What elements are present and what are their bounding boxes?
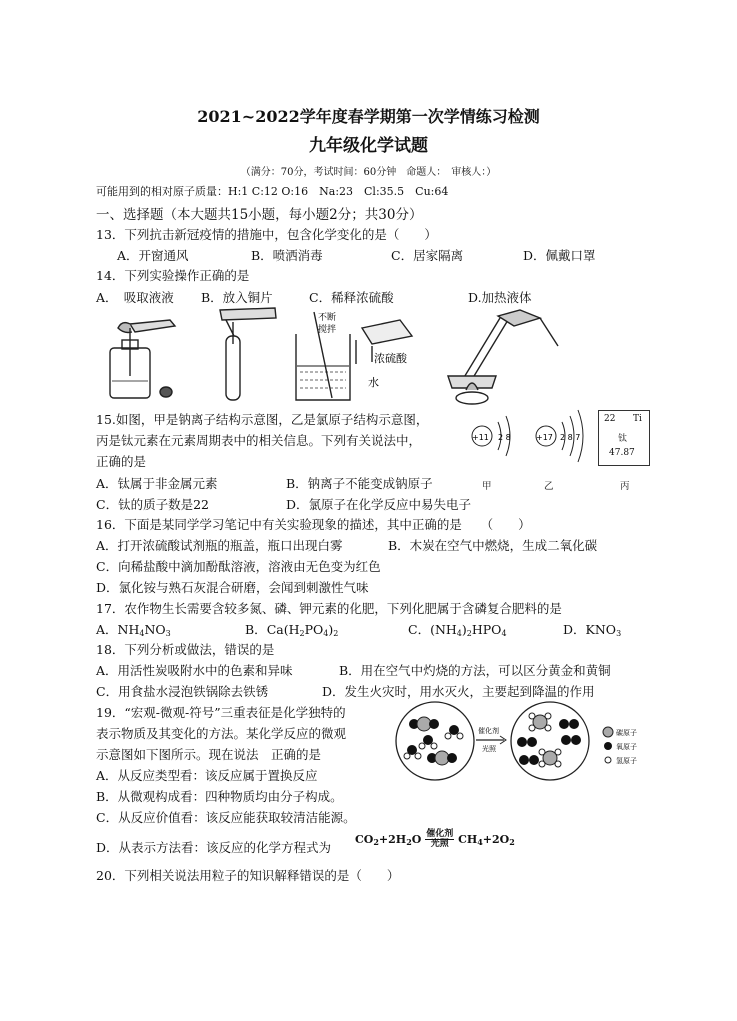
q13-option-b: B．喷洒消毒 [251,248,323,263]
reaction-micro-diagram [392,700,662,784]
q17-a-prefix: A． [96,622,118,637]
exam-meta: （满分：70分，考试时间：60分钟 命题人： 审核人：） [240,167,497,178]
dropper-bottle-figure [110,320,175,398]
q15-stem-line1: 15.如图，甲是钠离子结构示意图，乙是氯原子结构示意图， [96,412,429,427]
legend-oxygen: 氧原子 [616,743,637,751]
q18-option-d: D．发生火灾时，用水灭火，主要起到降温的作用 [322,684,595,699]
q16-option-c: C．向稀盐酸中滴加酚酞溶液，溶液由无色变为红色 [96,559,381,574]
arrow-light: 光照 [482,745,496,753]
q14-option-b: B．放入铜片 [201,290,273,305]
fig-c-label3: 浓硫酸 [374,352,407,365]
fig-c-label2: 搅拌 [318,325,337,335]
arrow-catalyst: 催化剂 [478,727,499,735]
exam-subtitle: 九年级化学试题 [309,136,428,156]
q18-option-b: B．用在空气中灼烧的方法，可以区分黄金和黄铜 [339,663,611,678]
label-bing: 丙 [620,481,630,492]
q14-option-c: C．稀释浓硫酸 [309,290,394,305]
q19-option-b: B．从微观构成看：四种物质均由分子构成。 [96,789,343,804]
q15-option-c: C．钛的质子数是22 [96,497,209,512]
q14-option-a: A． 吸取液液 [96,290,174,305]
ti-number: 22 [604,414,616,424]
q18-option-c: C．用食盐水浸泡铁锅除去铁锈 [96,684,269,699]
q17-stem: 17．农作物生长需要含较多氮、磷、钾元素的化肥，下列化肥属于含磷复合肥料的是 [96,601,562,616]
q19-stem-line3: 示意图如下图所示。现在说法 正确的是 [96,747,322,762]
ti-mass: 47.87 [609,448,635,458]
q14-option-d: D.加热液体 [468,290,532,305]
q17-c-prefix: C． [408,622,431,637]
q17-option-b: B．$Ca(H_2PO_4)_2$ [245,622,339,638]
na-nucleus: +11 [472,433,489,442]
legend-hydrogen: 氢原子 [616,757,637,765]
na-shells: 2 8 [498,433,511,442]
q17-option-d: D．$KNO_3$ [563,622,622,638]
q19-option-d: D．从表示方法看：该反应的化学方程式为 [96,840,332,855]
cl-nucleus: +17 [536,433,553,442]
fig-c-label4: 水 [368,376,379,389]
q19-option-c: C．从反应价值看：该反应能获取较清洁能源。 [96,810,356,825]
test-tube-figure [220,308,276,400]
cl-shells: 2 8 7 [560,433,581,442]
eq-light: 光照 [430,839,449,849]
q14-figures [100,306,560,406]
section-title: 一、选择题（本大题共15小题，每小题2分；共30分） [96,207,423,223]
label-yi: 乙 [544,481,554,492]
q13-stem: 13．下列抗击新冠疫情的措施中，包含化学变化的是（ ） [96,227,437,242]
heating-figure [448,310,558,404]
q19-option-a: A．从反应类型看：该反应属于置换反应 [96,768,318,783]
q16-option-d: D．氯化铵与熟石灰混合研磨，会闻到刺激性气味 [96,580,369,595]
legend-carbon: 碳原子 [616,729,637,737]
q13-option-c: C．居家隔离 [391,248,464,263]
eq-catalyst: 催化剂 [426,829,454,839]
q17-d-prefix: D． [563,622,586,637]
q16-option-b: B．木炭在空气中燃烧，生成二氧化碳 [388,538,598,553]
q16-option-a: A．打开浓硫酸试剂瓶的瓶盖，瓶口出现白雾 [96,538,343,553]
ti-name: 钛 [618,434,628,444]
q16-stem: 16．下面是某同学学习笔记中有关实验现象的描述，其中正确的是 （ ） [96,517,531,532]
atomic-masses: 可能用到的相对原子质量：H:1 C:12 O:16 Na:23 Cl:35.5 Cu:64 [96,185,449,198]
titanium-element-card [598,410,650,466]
ti-symbol: Ti [633,414,642,424]
q13-option-d: D．佩戴口罩 [523,248,596,263]
q15-stem-line3: 正确的是 [96,454,147,469]
q17-option-c: C．$(NH_4)_2HPO_4$ [408,622,507,638]
q17-b-prefix: B． [245,622,267,637]
fig-c-label1: 不断 [318,313,337,323]
q18-option-a: A．用活性炭吸附水中的色素和异味 [96,663,293,678]
q13-option-a: A．开窗通风 [117,248,189,263]
q15-stem-line2: 丙是钛元素在元素周期表中的相关信息。下列有关说法中， [96,433,422,448]
q17-option-a: A．$NH_4NO_3$ [96,622,171,638]
exam-title: 2021~2022学年度春学期第一次学情练习检测 [197,107,540,126]
q19-stem-line2: 表示物质及其变化的方法。某化学反应的微观 [96,726,347,741]
q19-equation: $CO_2+2H_2O$ 催化剂 光照 $CH_4+2O_2$ [355,829,515,849]
q14-stem: 14．下列实验操作正确的是 [96,268,250,283]
q15-option-a: A．钛属于非金属元素 [96,476,218,491]
q15-option-b: B．钠离子不能变成钠原子 [286,476,433,491]
atom-structure-figures [466,404,590,474]
q15-option-d: D．氯原子在化学反应中易失电子 [286,497,472,512]
q20-stem: 20．下列相关说法用粒子的知识解释错误的是（ ） [96,868,400,883]
label-jia: 甲 [482,481,492,492]
q19-stem-line1: 19．“宏观-微观-符号”三重表征是化学独特的 [96,705,346,720]
q18-stem: 18．下列分析或做法，错误的是 [96,642,275,657]
